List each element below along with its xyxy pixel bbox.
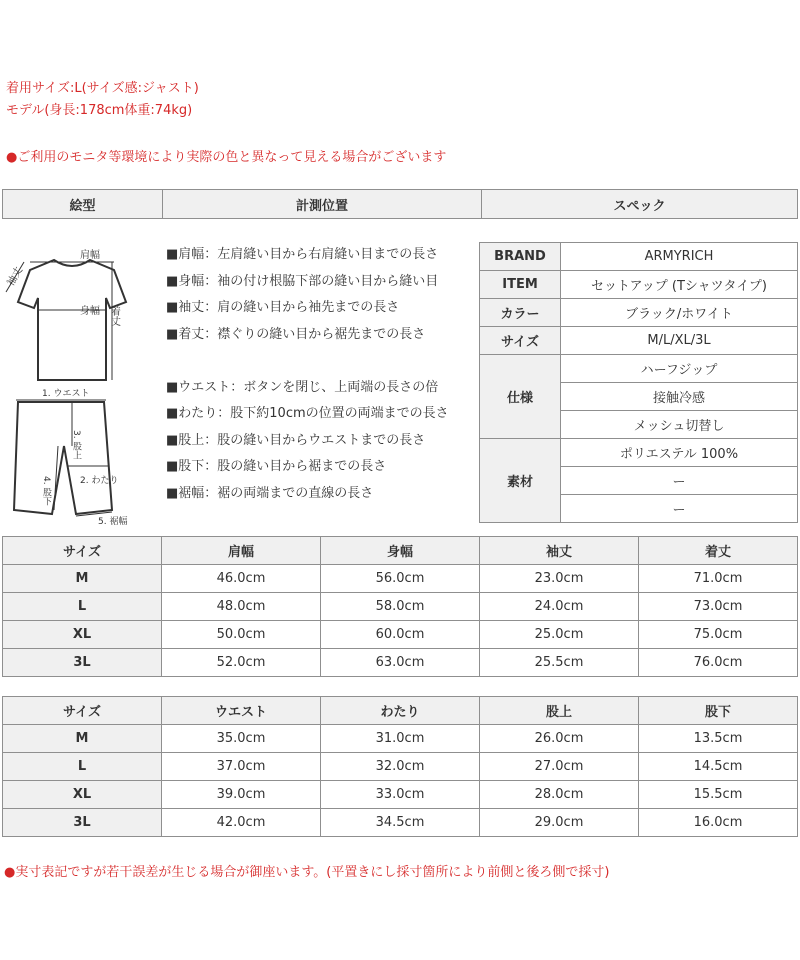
table-cell: 50.0cm <box>162 621 321 649</box>
table-cell: 37.0cm <box>162 753 321 781</box>
desc-sleeve: ■袖丈：肩の縫い目から袖先までの長さ <box>166 300 400 315</box>
label-rise: 3. 股上 <box>71 430 81 460</box>
table-cell: 60.0cm <box>321 621 480 649</box>
bottom-col-inseam: 股下 <box>639 697 798 725</box>
table-cell: 58.0cm <box>321 593 480 621</box>
table-cell: 46.0cm <box>162 565 321 593</box>
label-inseam: 4. 股下 <box>41 476 51 506</box>
table-row <box>3 593 798 621</box>
spec-features-label: 仕様 <box>480 355 561 439</box>
spec-material-2: ー <box>561 467 798 495</box>
table-cell: 34.5cm <box>321 809 480 837</box>
table-cell: 27.0cm <box>480 753 639 781</box>
section-header-bar <box>2 189 798 219</box>
table-row <box>3 725 798 753</box>
table-cell: 73.0cm <box>639 593 798 621</box>
spec-brand-value: ARMYRICH <box>561 243 798 271</box>
garment-diagram-svg <box>2 240 162 525</box>
table-cell: 42.0cm <box>162 809 321 837</box>
table-cell: 13.5cm <box>639 725 798 753</box>
table-row <box>3 753 798 781</box>
label-hem: 5. 裾幅 <box>98 517 128 525</box>
table-cell: 29.0cm <box>480 809 639 837</box>
top-col-shoulder: 肩幅 <box>162 537 321 565</box>
top-col-width: 身幅 <box>321 537 480 565</box>
size-label: 3L <box>3 809 162 837</box>
table-cell: 35.0cm <box>162 725 321 753</box>
header-spec: スペック <box>482 190 798 219</box>
bottom-col-thigh: わたり <box>321 697 480 725</box>
label-shoulder: 肩幅 <box>80 250 100 261</box>
table-cell: 15.5cm <box>639 781 798 809</box>
table-cell: 25.5cm <box>480 649 639 677</box>
table-row <box>3 565 798 593</box>
color-notice-text: ●ご利用のモニタ等環境により実際の色と異なって見える場合がございます <box>6 150 447 165</box>
table-cell: 52.0cm <box>162 649 321 677</box>
table-cell: 25.0cm <box>480 621 639 649</box>
shorts-outline <box>14 402 112 514</box>
label-waist: 1. ウエスト <box>42 389 90 399</box>
top-col-size: サイズ <box>3 537 162 565</box>
size-label: M <box>3 725 162 753</box>
bottom-col-waist: ウエスト <box>162 697 321 725</box>
measurement-descriptions <box>166 242 476 507</box>
bottom-col-size: サイズ <box>3 697 162 725</box>
table-cell: 63.0cm <box>321 649 480 677</box>
spec-brand-label: BRAND <box>480 243 561 271</box>
size-label: XL <box>3 621 162 649</box>
table-cell: 24.0cm <box>480 593 639 621</box>
garment-diagram <box>2 240 162 525</box>
table-cell: 76.0cm <box>639 649 798 677</box>
desc-gap <box>166 348 476 375</box>
table-cell: 28.0cm <box>480 781 639 809</box>
spec-size-value: M/L/XL/3L <box>561 327 798 355</box>
spec-color-value: ブラック/ホワイト <box>561 299 798 327</box>
label-width: 身幅 <box>80 306 100 317</box>
table-cell: 23.0cm <box>480 565 639 593</box>
top-col-length: 着丈 <box>639 537 798 565</box>
spec-table <box>479 242 798 523</box>
spec-size-label: サイズ <box>480 327 561 355</box>
table-row <box>3 809 798 837</box>
bottom-col-rise: 股上 <box>480 697 639 725</box>
header-measure-position: 計測位置 <box>163 190 482 219</box>
table-cell: 31.0cm <box>321 725 480 753</box>
top-size-table <box>2 536 798 677</box>
table-cell: 14.5cm <box>639 753 798 781</box>
desc-thigh: ■わたり：股下約10cmの位置の両端までの長さ <box>166 406 449 421</box>
spec-item-label: ITEM <box>480 271 561 299</box>
bottom-size-table <box>2 696 798 837</box>
spec-feature-2: 接触冷感 <box>561 383 798 411</box>
footer-note: ●実寸表記ですが若干誤差が生じる場合が御座います。(平置きにし採寸箇所により前側と後ろ側で採寸) <box>4 865 610 880</box>
table-row <box>3 781 798 809</box>
table-cell: 56.0cm <box>321 565 480 593</box>
desc-inseam: ■股下：股の縫い目から裾までの長さ <box>166 459 387 474</box>
table-cell: 33.0cm <box>321 781 480 809</box>
size-label: XL <box>3 781 162 809</box>
spec-color-label: カラー <box>480 299 561 327</box>
desc-length: ■着丈：襟ぐりの縫い目から裾先までの長さ <box>166 326 426 342</box>
desc-rise: ■股上：股の縫い目からウエストまでの長さ <box>166 432 426 448</box>
spec-item-value: セットアップ (Tシャツタイプ) <box>561 271 798 299</box>
desc-width: ■身幅：袖の付け根脇下部の縫い目から縫い目 <box>166 273 439 289</box>
top-col-sleeve: 袖丈 <box>480 537 639 565</box>
table-cell: 16.0cm <box>639 809 798 837</box>
table-cell: 48.0cm <box>162 593 321 621</box>
label-sleeve: 袖丈 <box>5 265 26 289</box>
size-label: M <box>3 565 162 593</box>
table-cell: 32.0cm <box>321 753 480 781</box>
spec-feature-1: ハーフジップ <box>561 355 798 383</box>
table-cell: 71.0cm <box>639 565 798 593</box>
size-worn-text: 着用サイズ:L(サイズ感:ジャスト) <box>6 81 199 96</box>
size-label: 3L <box>3 649 162 677</box>
spec-material-label: 素材 <box>480 439 561 523</box>
desc-shoulder: ■肩幅：左肩縫い目から右肩縫い目までの長さ <box>166 247 439 262</box>
label-length: 着丈 <box>108 306 120 326</box>
size-label: L <box>3 593 162 621</box>
table-cell: 26.0cm <box>480 725 639 753</box>
label-thigh: 2. わたり <box>80 476 119 486</box>
size-label: L <box>3 753 162 781</box>
desc-hem: ■裾幅：裾の両端までの直線の長さ <box>166 485 374 501</box>
table-cell: 39.0cm <box>162 781 321 809</box>
table-row <box>3 621 798 649</box>
spec-material-3: ー <box>561 495 798 523</box>
header-pattern: 絵型 <box>3 190 163 219</box>
model-info-text: モデル(身長:178cm体重:74kg) <box>6 103 193 118</box>
spec-feature-3: メッシュ切替し <box>561 411 798 439</box>
table-row <box>3 649 798 677</box>
desc-waist: ■ウエスト：ボタンを閉じ、上両端の長さの倍 <box>166 379 439 395</box>
table-cell: 75.0cm <box>639 621 798 649</box>
spec-section <box>0 230 800 525</box>
spec-material-1: ポリエステル 100% <box>561 439 798 467</box>
